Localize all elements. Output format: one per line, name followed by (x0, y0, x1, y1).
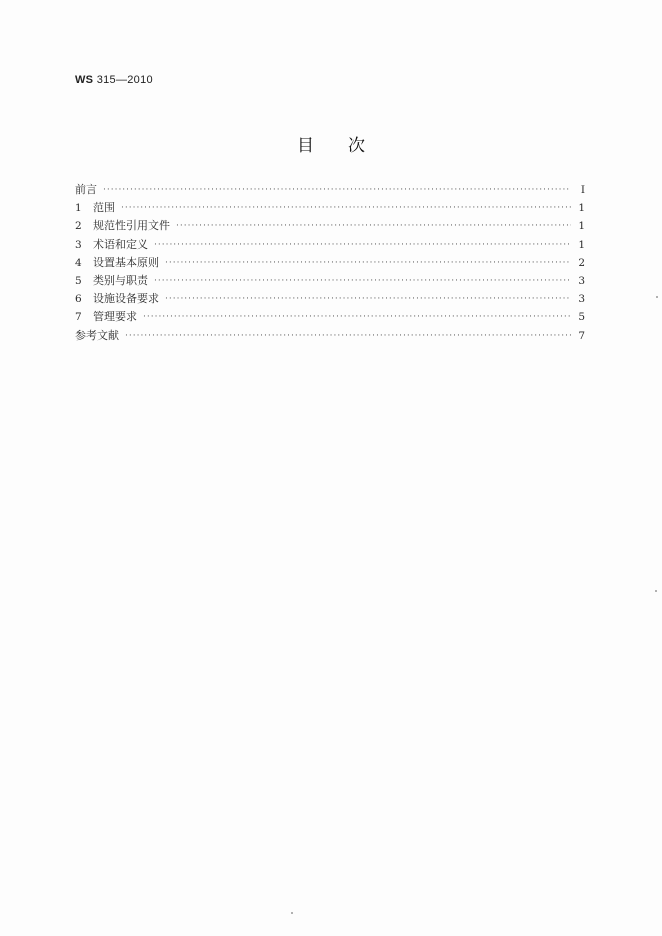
toc-entry-number: 5 (75, 274, 82, 287)
toc-entry-page: 7 (578, 329, 585, 342)
toc-entry-page: 1 (578, 238, 585, 251)
toc-entry-3[interactable] (75, 236, 585, 254)
toc-entry-label: 参考文献 (75, 328, 119, 342)
toc-entry-2[interactable] (75, 217, 585, 235)
toc-entry-page: 5 (578, 311, 585, 324)
toc-leader-dots (125, 327, 571, 345)
toc-entry-label: 范围 (93, 201, 115, 215)
table-of-contents (75, 181, 585, 345)
toc-leader-dots (165, 290, 571, 308)
toc-entry-label: 术语和定义 (93, 237, 148, 251)
toc-entry-label: 规范性引用文件 (93, 219, 170, 233)
scan-speck (655, 590, 657, 592)
toc-leader-dots (121, 199, 571, 217)
toc-entry-1[interactable] (75, 199, 585, 217)
scan-speck (291, 912, 293, 914)
toc-title-char-2: 次 (348, 136, 365, 156)
toc-entry-references[interactable] (75, 327, 585, 345)
toc-entry-foreword[interactable] (75, 181, 585, 199)
toc-entry-page: 1 (578, 220, 585, 233)
toc-entry-number: 3 (75, 238, 82, 251)
doc-prefix: WS (75, 74, 94, 86)
toc-leader-dots (143, 308, 571, 326)
toc-leader-dots (154, 236, 571, 254)
toc-title-char-1: 目 (297, 136, 314, 156)
toc-entry-label: 类别与职责 (93, 273, 148, 287)
toc-entry-number: 7 (75, 311, 82, 324)
toc-entry-6[interactable] (75, 290, 585, 308)
toc-entry-number: 6 (75, 293, 82, 306)
toc-entry-page: 1 (578, 202, 585, 215)
toc-entry-7[interactable] (75, 308, 585, 326)
toc-entry-page: 3 (578, 274, 585, 287)
toc-entry-number: 1 (75, 202, 82, 215)
toc-entry-label: 管理要求 (93, 310, 137, 324)
toc-entry-label: 前言 (75, 183, 97, 196)
toc-leader-dots (103, 181, 571, 199)
toc-entry-4[interactable] (75, 254, 585, 272)
toc-entry-page: Ⅰ (580, 184, 585, 196)
toc-entry-page: 2 (578, 256, 585, 269)
toc-leader-dots (165, 254, 571, 272)
toc-entry-label: 设施设备要求 (93, 292, 159, 306)
toc-entry-page: 3 (578, 293, 585, 306)
toc-leader-dots (154, 272, 571, 290)
document-code (75, 74, 153, 86)
toc-title (0, 131, 662, 156)
scan-speck (656, 296, 658, 298)
toc-entry-number: 2 (75, 220, 82, 233)
toc-entry-5[interactable] (75, 272, 585, 290)
toc-leader-dots (176, 217, 571, 235)
doc-number: 315—2010 (96, 74, 153, 86)
toc-entry-number: 4 (75, 256, 82, 269)
toc-entry-label: 设置基本原则 (93, 255, 159, 269)
